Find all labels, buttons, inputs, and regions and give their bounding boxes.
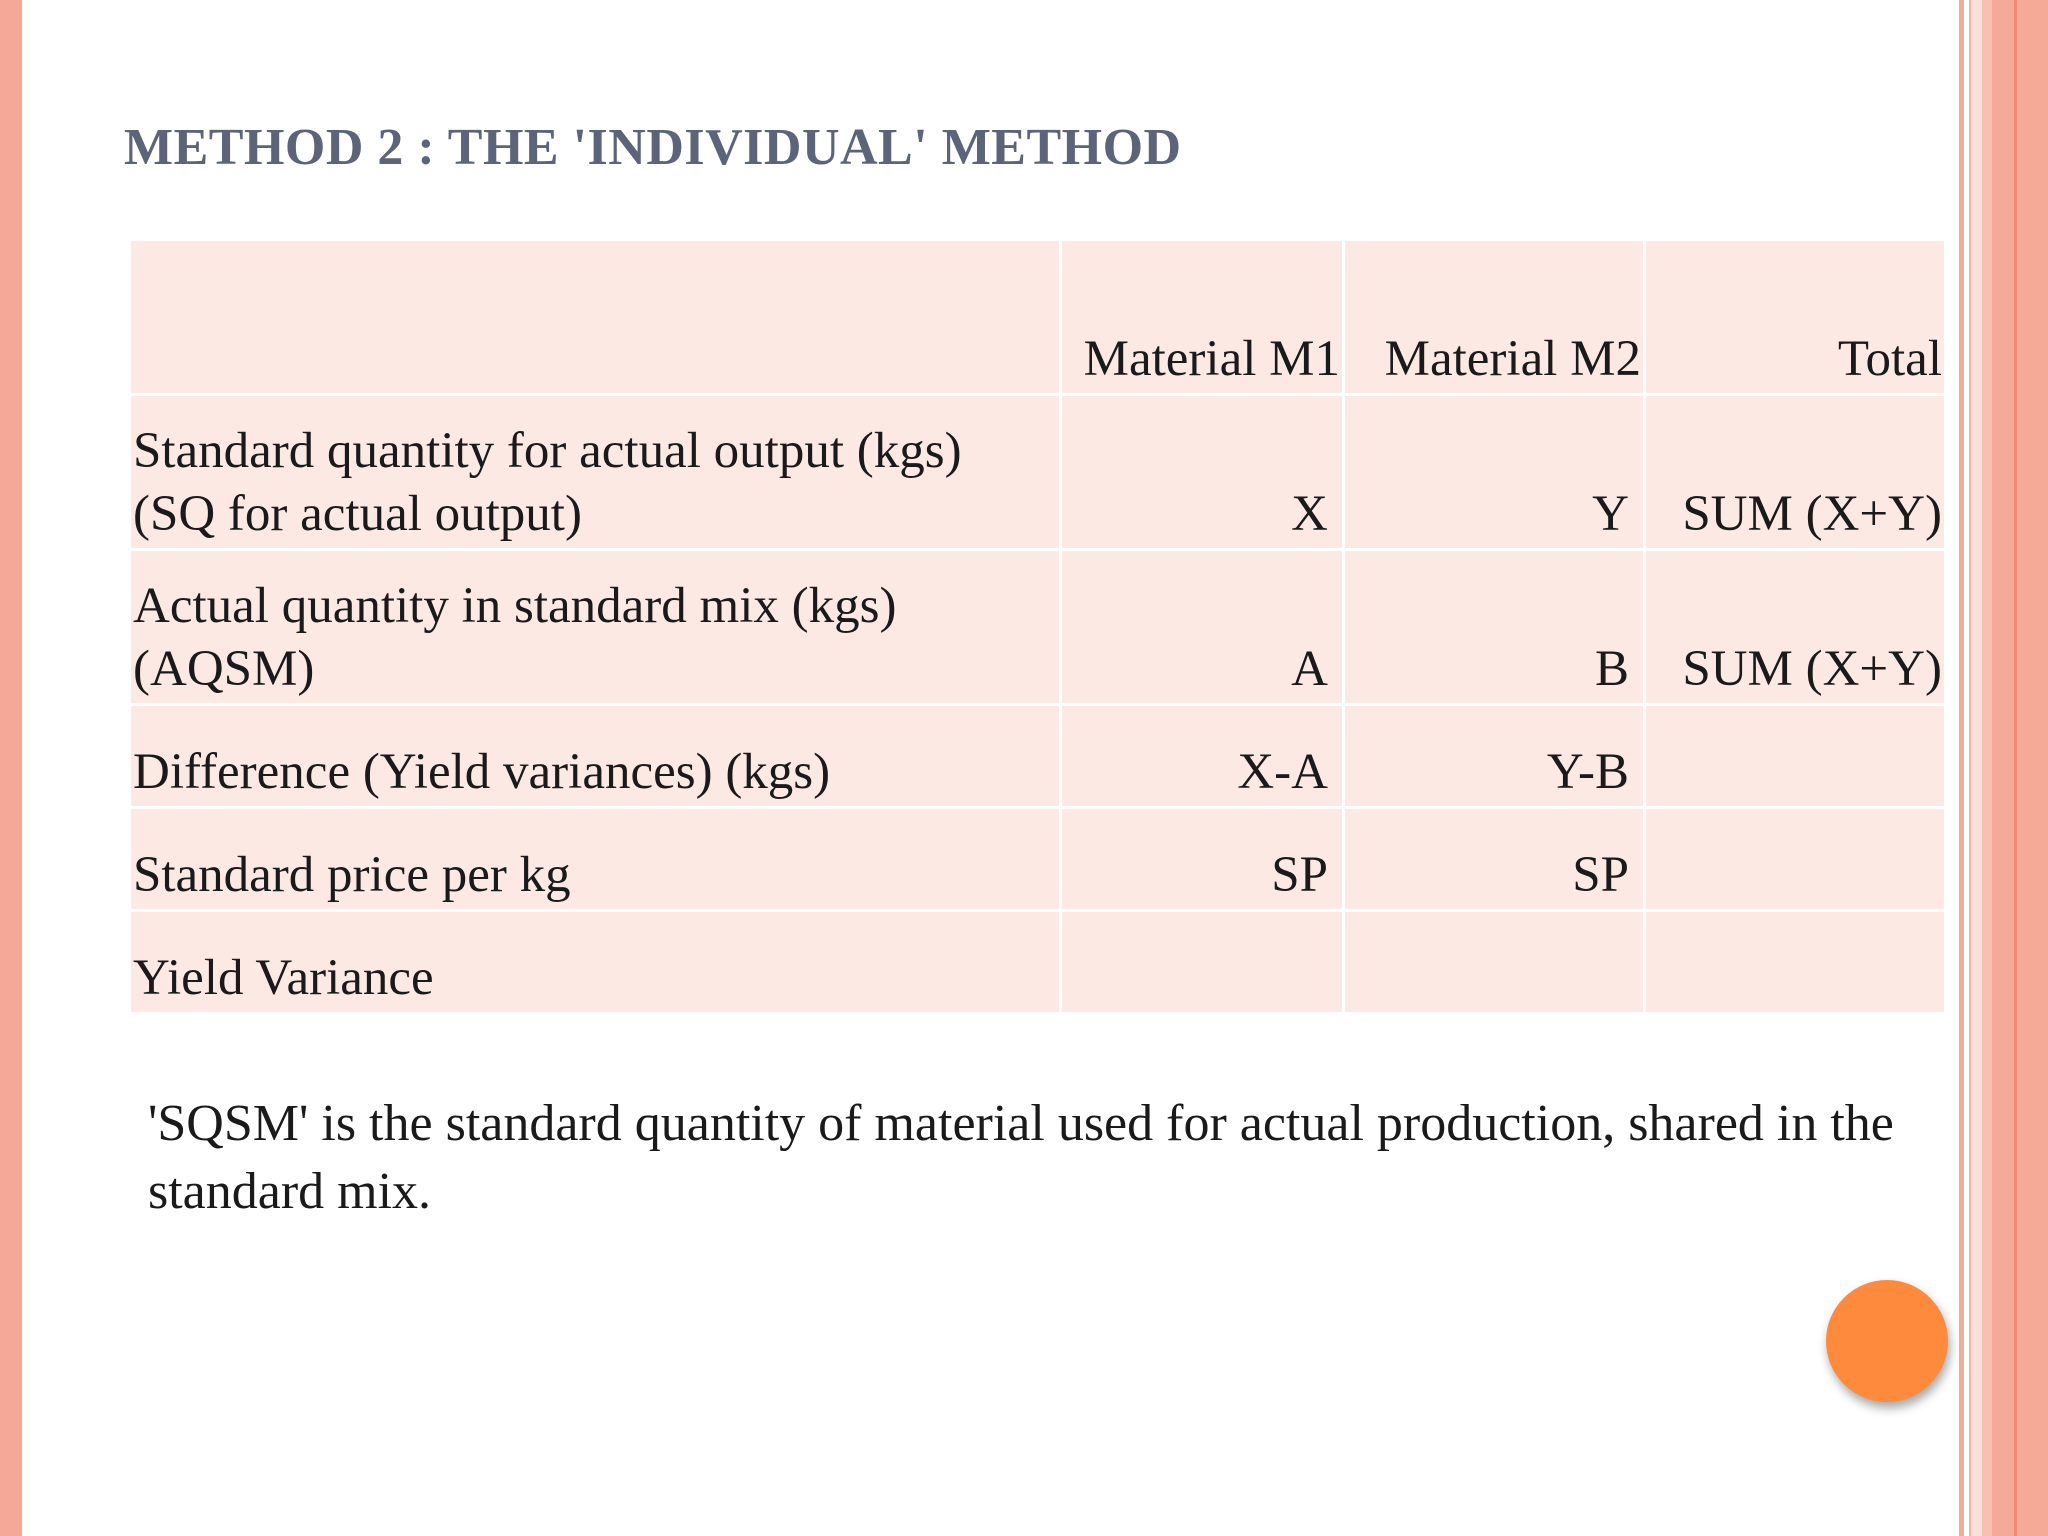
cell-m1: X (1061, 395, 1344, 550)
table-row (130, 550, 1946, 705)
slide-title: METHOD 2 : THE 'INDIVIDUAL' METHOD (124, 119, 1182, 176)
row-label: Difference (Yield variances) (kgs) (130, 705, 1061, 808)
header-cell-empty (130, 240, 1061, 395)
row-label-line: (AQSM) (133, 641, 315, 697)
cell-m2 (1344, 911, 1645, 1014)
cell-m2: Y (1344, 395, 1645, 550)
table-row (130, 395, 1946, 550)
cell-total (1645, 911, 1946, 1014)
header-total: Total (1645, 240, 1946, 395)
row-label: Standard price per kg (130, 808, 1061, 911)
cell-total: SUM (X+Y) (1645, 395, 1946, 550)
row-label (130, 395, 1061, 550)
table-row (130, 911, 1946, 1014)
footnote-text: 'SQSM' is the standard quantity of material used for actual production, shared in the standard mix. (148, 1095, 1894, 1220)
cell-m1 (1061, 911, 1344, 1014)
left-border-stripe (0, 0, 22, 1536)
table-row (130, 705, 1946, 808)
table-row (130, 808, 1946, 911)
cell-total (1645, 705, 1946, 808)
row-label-line: Actual quantity in standard mix (kgs) (133, 578, 897, 634)
cell-m1: X-A (1061, 705, 1344, 808)
header-material-m2: Material M2 (1344, 240, 1645, 395)
cell-total: SUM (X+Y) (1645, 550, 1946, 705)
cell-total (1645, 808, 1946, 911)
row-label (130, 550, 1061, 705)
header-material-m1: Material M1 (1061, 240, 1344, 395)
cell-m2: SP (1344, 808, 1645, 911)
right-border-decoration (1956, 0, 2048, 1536)
row-label-line: (SQ for actual output) (133, 486, 582, 542)
row-label: Yield Variance (130, 911, 1061, 1014)
cell-m2: Y-B (1344, 705, 1645, 808)
cell-m1: A (1061, 550, 1344, 705)
next-slide-button[interactable] (1826, 1280, 1948, 1402)
yield-variance-table (128, 238, 1947, 1015)
cell-m1: SP (1061, 808, 1344, 911)
cell-m2: B (1344, 550, 1645, 705)
row-label-line: Standard quantity for actual output (kgs) (133, 423, 962, 479)
table-header-row (130, 240, 1946, 395)
